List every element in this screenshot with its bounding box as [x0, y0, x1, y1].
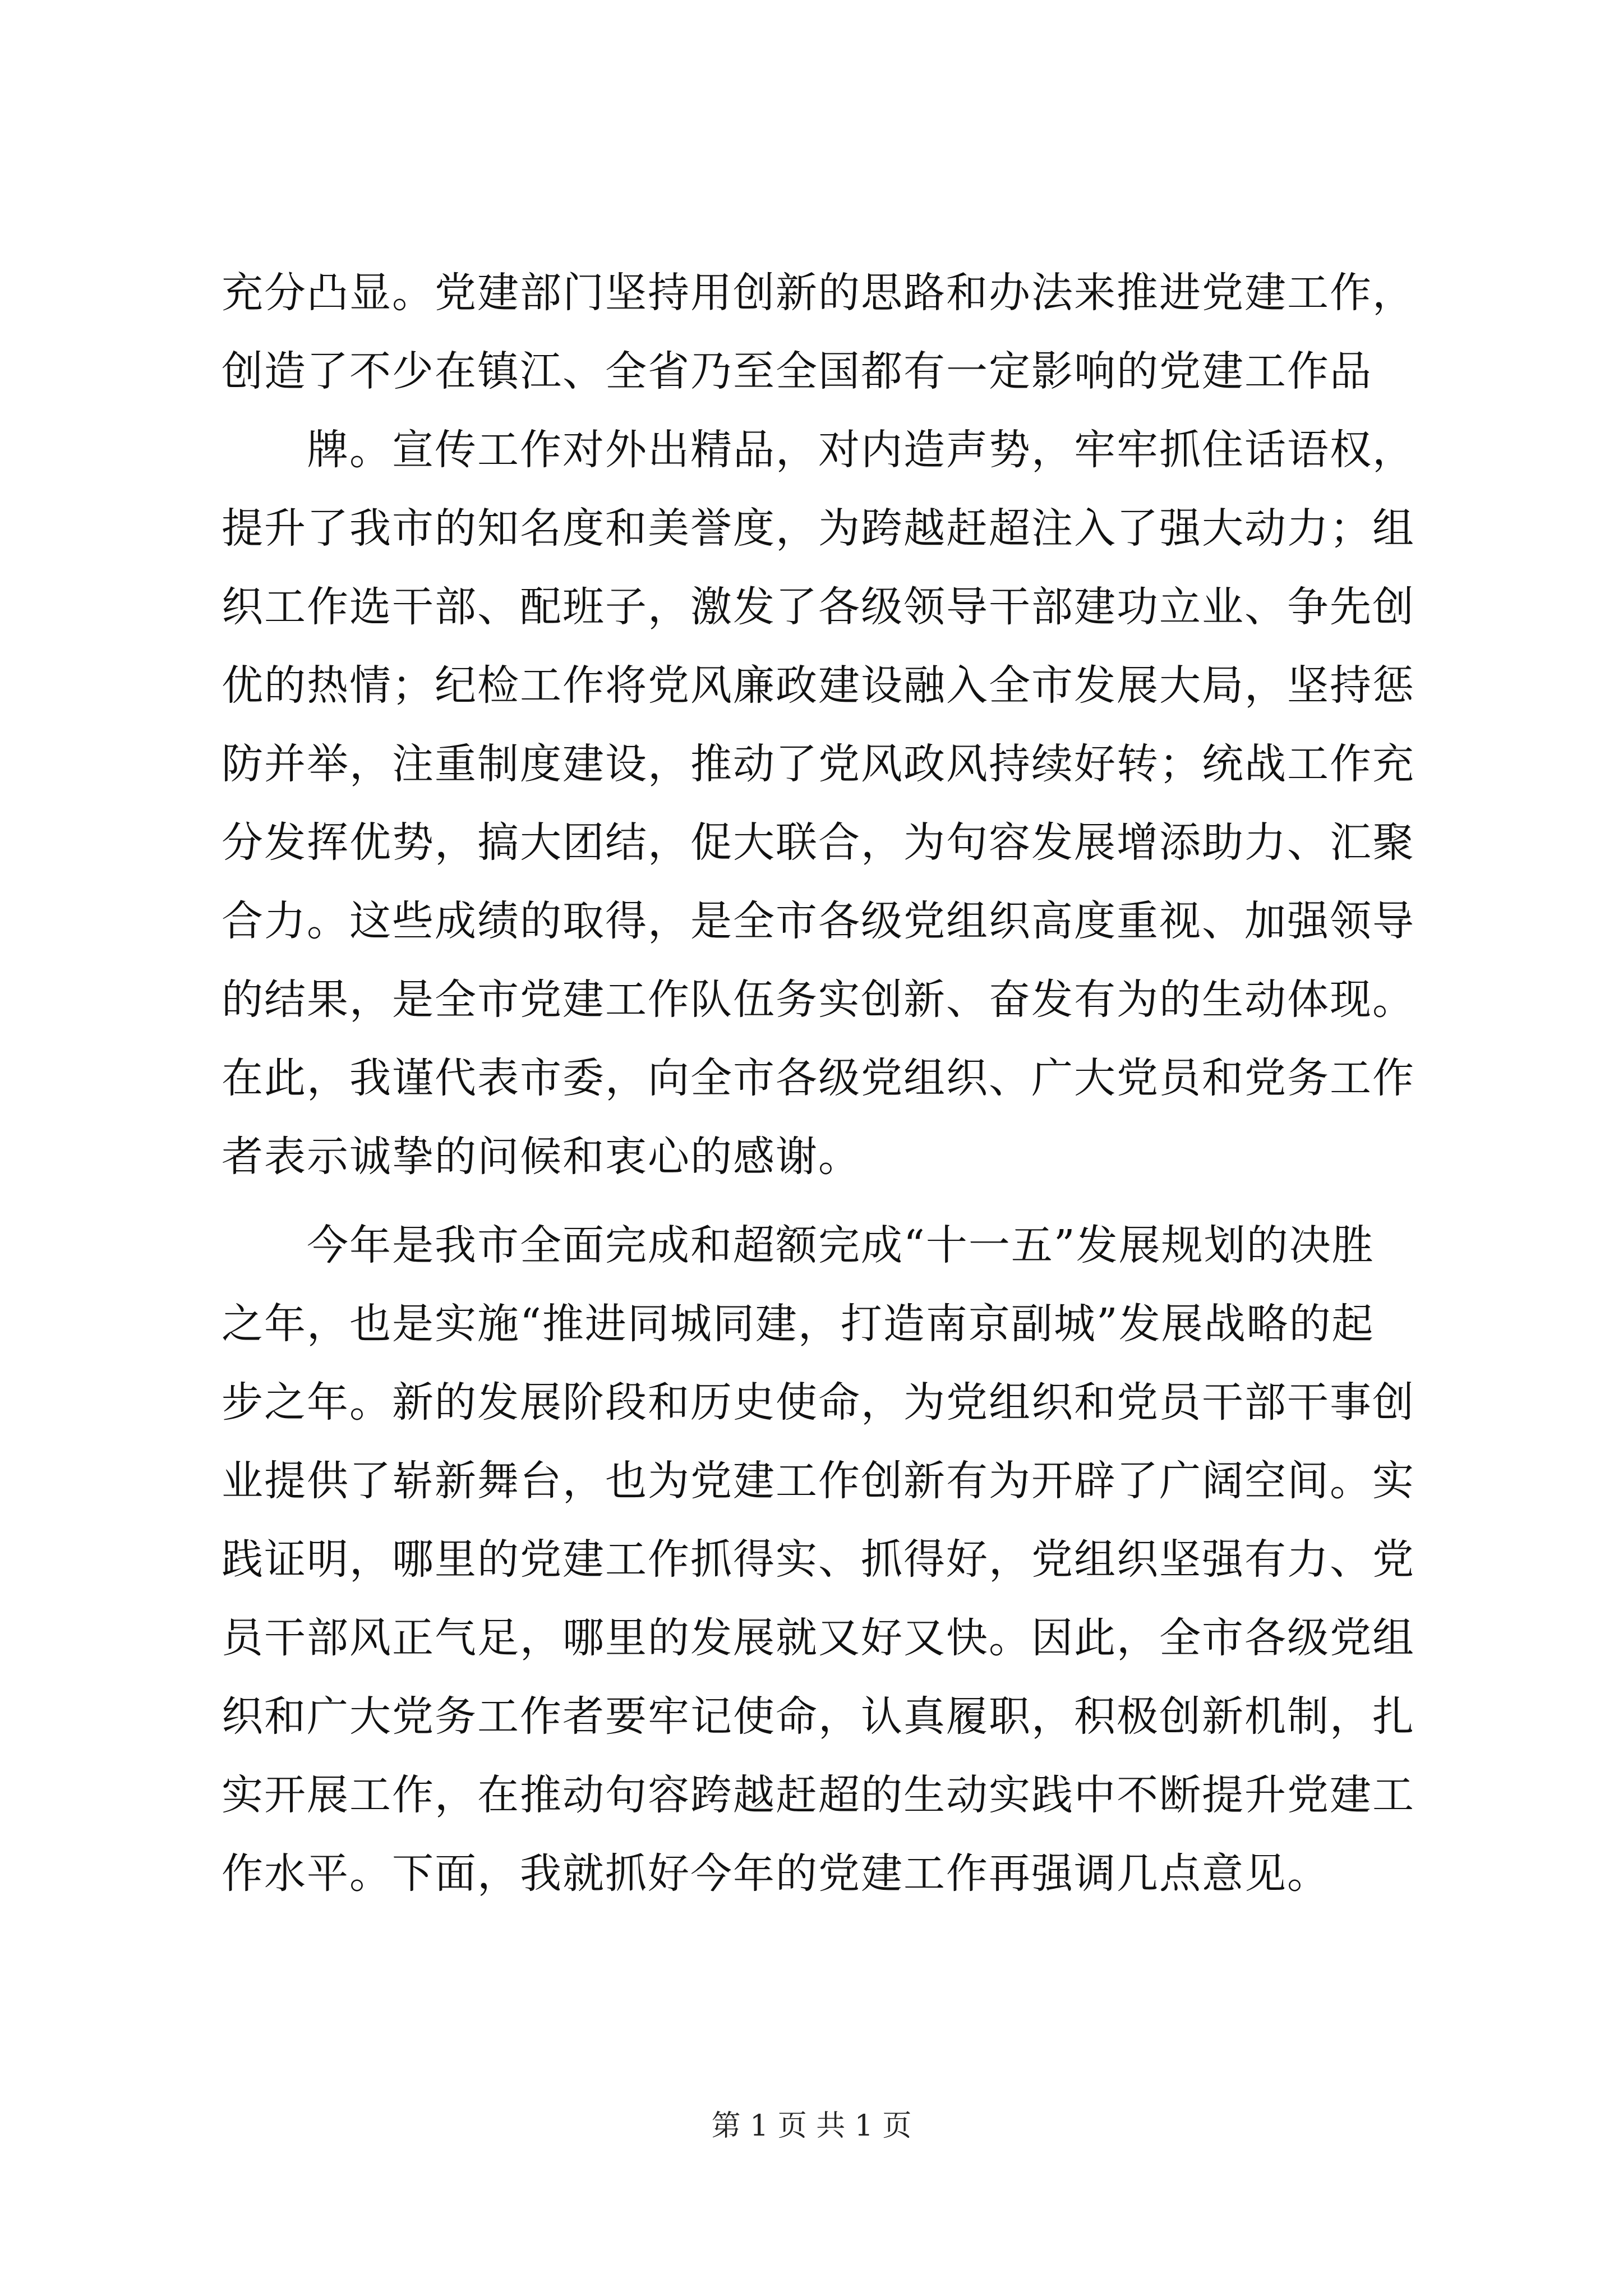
text-line: 者表示诚挚的问候和衷心的感谢。 [222, 1133, 861, 1181]
text-line: 创造了不少在镇江、全省乃至全国都有一定影响的党建工作品 [222, 347, 1372, 395]
text-line: 织和广大党务工作者要牢记使命，认真履职，积极创新机制，扎 [222, 1692, 1415, 1741]
text-line: 步之年。新的发展阶段和历史使命，为党组织和党员干部干事创 [222, 1378, 1415, 1427]
text-line: 之年，也是实施“推进同城同建，打造南京副城”发展战略的起 [222, 1300, 1375, 1348]
text-line: 践证明，哪里的党建工作抓得实、抓得好，党组织坚强有力、党 [222, 1535, 1415, 1584]
text-line: 合力。这些成绩的取得，是全市各级党组织高度重视、加强领导 [222, 897, 1415, 945]
text-line: 实开展工作，在推动句容跨越赶超的生动实践中不断提升党建工 [222, 1771, 1415, 1819]
text-line: 充分凸显。党建部门坚持用创新的思路和办法来推进党建工作， [222, 269, 1415, 317]
text-line: 作水平。下面，我就抓好今年的党建工作再强调几点意见。 [222, 1849, 1330, 1898]
text-line: 员干部风正气足，哪里的发展就又好又快。因此，全市各级党组 [222, 1614, 1415, 1662]
text-line: 优的热情；纪检工作将党风廉政建设融入全市发展大局，坚持惩 [222, 661, 1415, 710]
text-line: 牌。宣传工作对外出精品，对内造声势，牢牢抓住话语权， [222, 426, 1415, 474]
text-line: 提升了我市的知名度和美誉度，为跨越赶超注入了强大动力；组 [222, 504, 1415, 553]
text-line: 织工作选干部、配班子，激发了各级领导干部建功立业、争先创 [222, 583, 1415, 631]
text-line: 防并举，注重制度建设，推动了党风政风持续好转；统战工作充 [222, 740, 1415, 788]
text-line: 今年是我市全面完成和超额完成“十一五”发展规划的决胜 [222, 1221, 1375, 1269]
text-line: 分发挥优势，搞大团结，促大联合，为句容发展增添助力、汇聚 [222, 818, 1415, 867]
text-line: 的结果，是全市党建工作队伍务实创新、奋发有为的生动体现。 [222, 976, 1415, 1024]
text-line: 业提供了崭新舞台，也为党建工作创新有为开辟了广阔空间。实 [222, 1457, 1415, 1505]
page-footer: 第 1 页 共 1 页 [711, 2109, 912, 2143]
text-line: 在此，我谨代表市委，向全市各级党组织、广大党员和党务工作 [222, 1054, 1415, 1102]
